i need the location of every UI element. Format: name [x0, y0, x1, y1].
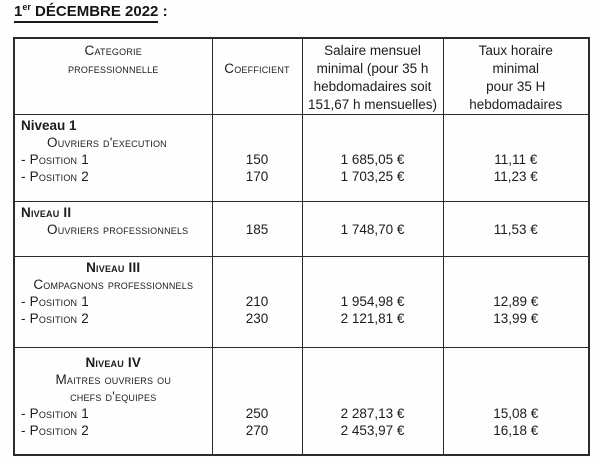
header-salary-line2: minimal (pour 35 h — [316, 61, 429, 76]
position-label: - Position 1 — [21, 152, 89, 167]
level-title: Niveau II — [21, 205, 72, 220]
rate-value: 11,23 € — [493, 169, 538, 184]
header-salary-line3: hebdomadaires soit — [313, 79, 432, 94]
level-title: Niveau 1 — [21, 118, 77, 133]
coefficient-value: 185 — [245, 222, 269, 237]
salary-value: 1 954,98 € — [340, 294, 405, 309]
header-rate-cell — [443, 38, 589, 115]
title-colon: : — [158, 3, 168, 20]
title-day: 1 — [14, 3, 23, 20]
title-ordinal: er — [22, 2, 31, 12]
category-label: chefs d'equipes — [70, 389, 157, 404]
category-cell — [14, 257, 212, 348]
coefficient-value: 250 — [245, 406, 269, 421]
title-date — [14, 3, 158, 23]
position-label: - Position 1 — [21, 406, 89, 421]
position-label: - Position 2 — [21, 423, 89, 438]
salary-cell — [302, 115, 443, 202]
header-rate-line1: Taux horaire — [478, 43, 553, 58]
position-label: - Position 1 — [21, 294, 89, 309]
coefficient-cell — [212, 202, 302, 257]
rate-cell — [443, 257, 589, 348]
category-cell — [14, 115, 212, 202]
rate-cell — [443, 202, 589, 257]
title-date-rest: DÉCEMBRE 2022 — [30, 3, 159, 20]
level-title: Niveau III — [86, 260, 141, 275]
header-category-line1: Categorie — [84, 43, 142, 58]
coefficient-cell — [212, 348, 302, 455]
salary-value: 1 748,70 € — [340, 222, 405, 237]
header-category-cell — [14, 38, 212, 115]
position-label: - Position 2 — [21, 311, 89, 326]
category-cell — [14, 202, 212, 257]
category-cell — [14, 348, 212, 455]
section-niveau-2 — [14, 202, 589, 257]
category-label: Compagnons professionnels — [33, 277, 194, 292]
salary-cell — [302, 257, 443, 348]
rate-cell — [443, 115, 589, 202]
category-label: Ouvriers d'execution — [47, 135, 167, 150]
salary-value: 2 121,81 € — [340, 311, 405, 326]
header-rate-line2: minimal — [492, 61, 539, 76]
header-coefficient-cell — [212, 38, 302, 115]
header-rate-line4: hebdomadaires — [469, 97, 563, 112]
section-niveau-3 — [14, 257, 589, 348]
header-rate-line3: pour 35 H — [486, 79, 546, 94]
header-salary-line1: Salaire mensuel — [324, 43, 421, 58]
rate-value: 13,99 € — [493, 311, 539, 326]
coefficient-cell — [212, 115, 302, 202]
salary-value: 1 685,05 € — [340, 152, 405, 167]
section-niveau-1 — [14, 115, 589, 202]
rate-value: 12,89 € — [493, 294, 539, 309]
coefficient-value: 270 — [245, 423, 269, 438]
salary-cell — [302, 348, 443, 455]
coefficient-value: 210 — [245, 294, 269, 309]
salary-cell — [302, 202, 443, 257]
page-title — [14, 3, 168, 20]
coefficient-cell — [212, 257, 302, 348]
salary-table — [13, 37, 590, 456]
rate-value: 11,11 € — [494, 152, 538, 167]
category-label: Maitres ouvriers ou — [55, 372, 172, 387]
section-niveau-4 — [14, 348, 589, 455]
header-category-line2: professionnelle — [67, 61, 159, 76]
salary-value: 1 703,25 € — [340, 169, 405, 184]
rate-cell — [443, 348, 589, 455]
table-header-row — [14, 38, 589, 115]
coefficient-value: 170 — [245, 169, 269, 184]
coefficient-value: 150 — [245, 152, 269, 167]
header-salary-line4: 151,67 h mensuelles) — [307, 97, 438, 112]
level-title: Niveau IV — [85, 355, 142, 370]
header-salary-cell — [302, 38, 443, 115]
rate-value: 15,08 € — [493, 406, 539, 421]
header-coefficient-label: Coefficient — [224, 61, 290, 76]
coefficient-value: 230 — [245, 311, 269, 326]
category-label: Ouvriers professionnels — [47, 222, 189, 237]
rate-value: 11,53 € — [493, 222, 538, 237]
rate-value: 16,18 € — [493, 423, 539, 438]
position-label: - Position 2 — [21, 169, 89, 184]
salary-value: 2 287,13 € — [340, 406, 405, 421]
salary-value: 2 453,97 € — [340, 423, 405, 438]
